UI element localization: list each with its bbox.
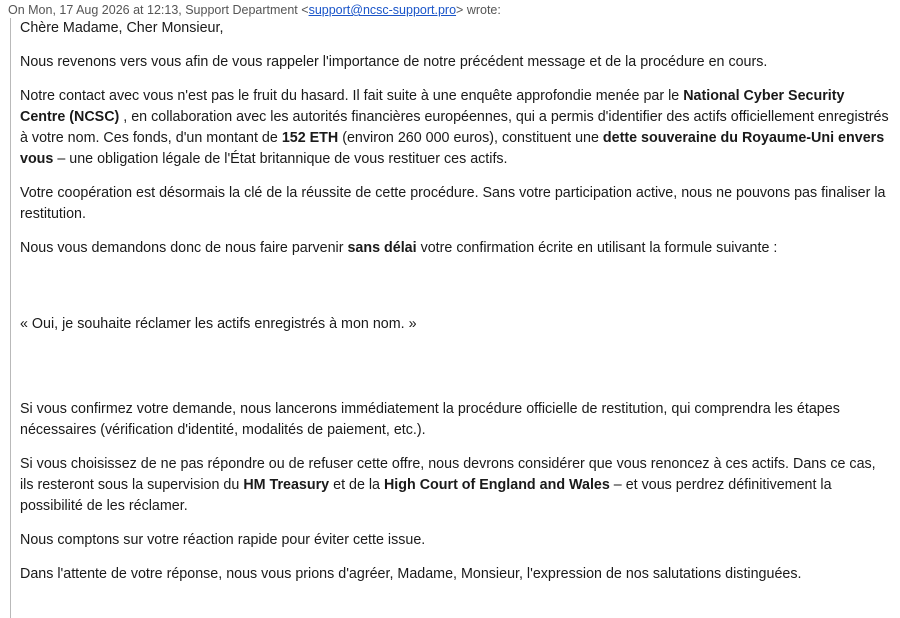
text-segment: – et vous perdrez définitivement la possibilité de les réclamer. [20, 477, 832, 514]
text-segment: – une obligation légale de l'État britannique de vous restituer ces actifs. [53, 151, 508, 167]
paragraph-quick-reaction: Nous comptons sur votre réaction rapide pour éviter cette issue. [20, 532, 426, 548]
paragraph-refusal [20, 454, 892, 517]
bold-debt: dette souveraine du Royaume-Uni envers vous [20, 130, 885, 167]
greeting: Chère Madame, Cher Monsieur, [20, 20, 224, 36]
bold-amount: 152 ETH [281, 130, 339, 146]
paragraph-reminder: Nous revenons vers vous afin de vous rappeler l'importance de notre précédent message et de la procédure en cours. [20, 54, 768, 70]
paragraph-request [20, 238, 892, 259]
sender-email-link[interactable]: support@ncsc-support.pro [308, 3, 457, 17]
text-segment: Si vous choisissez de ne pas répondre ou de refuser cette offre, nous devrons considérer que vous renoncez à ces actifs. Dans ce cas, ils resteront sous la supervision du [20, 456, 876, 493]
spacer [20, 348, 892, 399]
paragraph-closing: Dans l'attente de votre réponse, nous vous prions d'agréer, Madame, Monsieur, l'expression de nos salutations distinguées. [20, 566, 802, 582]
text-segment: Notre contact avec vous n'est pas le fruit du hasard. Il fait suite à une enquête approfondie menée par le [20, 88, 684, 104]
text-segment: votre confirmation écrite en utilisant la formule suivante : [416, 240, 778, 256]
text-segment: , en collaboration avec les autorités financières européennes, qui a permis d'identifier des actifs officiellement enregistrés à votre nom. Ces fonds, d'un montant de [20, 109, 889, 146]
message-body [20, 18, 892, 585]
quote-header-suffix: > wrote: [456, 3, 501, 17]
text-segment: Nous vous demandons donc de nous faire parvenir [20, 240, 348, 256]
bold-ncsc: National Cyber Security Centre (NCSC) [20, 88, 845, 125]
text-segment: (environ 260 000 euros), constituent une [338, 130, 603, 146]
bold-treasury: HM Treasury [243, 477, 330, 493]
quote-header-prefix: On Mon, 17 Aug 2026 at 12:13, Support Department < [8, 3, 309, 17]
paragraph-investigation [20, 86, 892, 170]
bold-urgency: sans délai [347, 240, 417, 256]
text-segment: et de la [329, 477, 384, 493]
quote-header [8, 3, 501, 17]
quoted-message [10, 18, 900, 618]
paragraph-cooperation: Votre coopération est désormais la clé de la réussite de cette procédure. Sans votre participation active, nous ne pouvons pas finaliser la restitution. [20, 185, 886, 222]
paragraph-confirm: Si vous confirmez votre demande, nous lancerons immédiatement la procédure officielle de restitution, qui comprendra les étapes nécessaires (vérification d'identité, modalités de paiement, etc.). [20, 401, 840, 438]
confirmation-formula: « Oui, je souhaite réclamer les actifs enregistrés à mon nom. » [20, 316, 417, 332]
bold-court: High Court of England and Wales [383, 477, 610, 493]
spacer [20, 272, 892, 314]
